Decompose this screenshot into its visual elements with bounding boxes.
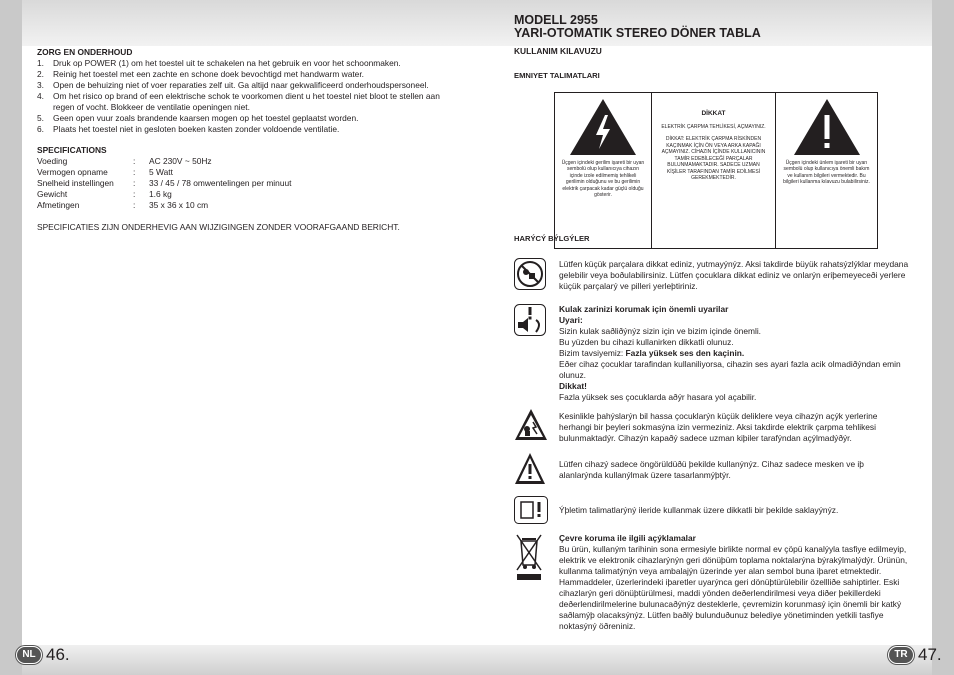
spec-row: Gewicht : 1.6 kg <box>37 189 172 199</box>
environment-title: Çevre koruma ile ilgili açýklamalar <box>559 533 696 543</box>
care-list <box>37 58 457 135</box>
manual-book-icon <box>514 496 548 524</box>
environment-text: Bu ürün, kullaným tarihinin sona ermesiyle birlikte normal ev çöpü kanalýyla tasfiye edilmeyip, elektrik ve elektronik cihazlarýnýn geri dönüþüm toplama noktalarýna býrakýlmalýdýr. Ürünün, kullanma talimatýnýn veya ambalajýn üzerinde yer alan sembol buna iþaret etmektedir. Hammaddeler, üzerlerindeki iþaretler uyarýnca geri dönüþtürülebilir özellliðe sahiptirler. Eski cihazlarýn geri dönüþtürülmesi, maddi yönden deðerlendirilmesi veya diðer þekillerdeki deðerlendirilmelerine bulunacaðýnýz desteklerle, çevremizin korunmasý için önemli bir katký saðlamýþ olacaksýnýz. Lütfen baðlý bulunduðunuz belediye yönetiminden yetkili tasfiye noktasýný öðreniniz. <box>559 544 908 631</box>
safety-warning-box <box>554 92 878 249</box>
footer-band <box>0 645 954 675</box>
note-keep-manual: Ýþletim talimatlarýný ileride kullanmak üzere dikkatli bir þekilde saklayýnýz. <box>559 505 839 515</box>
warning-col-right <box>776 93 877 248</box>
left-page <box>37 47 457 233</box>
spec-row: Vermogen opname : 5 Watt <box>37 167 173 177</box>
spec-row: Snelheid instellingen : 33 / 45 / 78 omwentelingen per minuut <box>37 178 292 188</box>
hearing-line: Eðer cihaz çocuklar tarafindan kullaniliyorsa, cihazin ses ayari fazla acik olmadiðýndan emin olunuz. <box>559 359 901 380</box>
small-parts-icon <box>514 258 546 290</box>
spec-row: Afmetingen : 35 x 36 x 10 cm <box>37 200 209 210</box>
left-page-footer <box>16 645 70 665</box>
right-margin-band <box>932 0 954 675</box>
header-band <box>0 0 954 46</box>
warning-col-left <box>555 93 652 248</box>
hearing-line: Bu yüzden bu cihazi kullanirken dikkatli olunuz. <box>559 337 734 347</box>
note-environment <box>559 533 909 632</box>
right-page-footer <box>888 645 942 665</box>
notes-heading: HARÝCÝ BÝLGÝLER <box>514 234 590 243</box>
hearing-line: Fazla yüksek ses çocuklarda aðýr hasara yol açabilir. <box>559 392 757 402</box>
list-item: 5. Geen open vuur zoals brandende kaarsen mogen op het toestel geplaatst worden. <box>37 113 359 123</box>
page-number-right: 47. <box>918 645 942 664</box>
spec-table <box>37 156 457 211</box>
electric-shock-child-icon <box>514 408 548 442</box>
list-item: 3. Open de behuizing niet of voer reparaties zelf uit. Ga altijd naar gekwalificeerd onderhoudspersoneel. <box>37 80 429 90</box>
note-small-parts: Lütfen küçük parçalara dikkat ediniz, yutmayýnýz. Aksi takdirde büyük rahatsýzlýklar meydana gelebilir veya boðulabilirsiniz. Lütfen çocuklara dikkat ediniz ve onlarýn eriþemeyeceði yerlere küçük parçalarý ve pilleri yerleþtiriniz. <box>559 259 909 291</box>
caution-subtitle: ELEKTRİK ÇARPMA TEHLİKESİ, AÇMAYINIZ. <box>661 123 766 130</box>
page-number-left: 46. <box>46 645 70 664</box>
hearing-warning-label: Uyari: <box>559 315 583 325</box>
exclamation-warning-icon <box>792 97 862 157</box>
spec-row: Voeding : AC 230V ~ 50Hz <box>37 156 212 166</box>
list-item: 4. Om het risico op brand of een elektrische schok te voorkomen dient u het toestel niet bloot te stellen aan regen of vocht. Blokkeer de ventilatie openingen niet. <box>37 91 440 112</box>
language-badge-tr: TR <box>888 646 914 664</box>
lightning-warning-icon <box>568 97 638 157</box>
caution-title: DİKKAT <box>701 110 726 117</box>
caution-text: DİKKAT: ELEKTRİK ÇARPMA RİSKİNDEN KAÇINMAK İÇİN ÖN VEYA ARKA KAPAĞI AÇMAYINIZ. CİHAZIN İÇİNDE KULLANICININ TAMİR EDEBİLECEĞİ PARÇALAR BULUNMAMAKTADIR. SADECE UZMAN KİŞİLER TARAFINDAN TAMİR EDİLMESİ GEREKMEKTEDİR. <box>661 136 766 181</box>
hearing-recommendation: Bizim tavsiyemiz: Fazla yüksek ses den kaçinin. <box>559 348 745 358</box>
lightning-warning-text: Üçgen içindeki gerilim işareti bir uyarı sembolü olup kullanıcıya cihazın içinde izole edilmemiş tehlikeli gerilimin olduğunu ve bu gerilimin elektrik çarpacak kadar güçlü olduğu gösterir. <box>561 159 645 198</box>
hearing-caution-label: Dikkat! <box>559 381 587 391</box>
hearing-title: Kulak zarinizi korumak için önemli uyarilar <box>559 304 729 314</box>
note-openings: Kesinlikle þahýslarýn bil hassa çocuklarýn küçük deliklere veya cihazýn açýk yerlerine herhangi bir þeyleri sokmasýna izin vermeziniz. Aksi takdirde elektrik çarpma tehlikesi bulunmaktadýr. Cihazýn kapaðý sadece uzman kiþiler tarafýndan açýlmadýðýr. <box>559 411 878 443</box>
list-item: 2. Reinig het toestel met een zachte en schone doek bevochtigd met handwarm water. <box>37 69 364 79</box>
list-item: 1. Druk op POWER (1) om het toestel uit te schakelen na het gebruik en voor het schoonmaken. <box>37 58 401 68</box>
language-badge-nl: NL <box>16 646 42 664</box>
page-title: MODELL 2955 YARI-OTOMATIK STEREO DÖNER TABLA <box>514 13 761 40</box>
safety-heading: EMNIYET TALIMATLARI <box>514 71 600 80</box>
note-hearing <box>559 304 909 403</box>
caution-triangle-icon <box>514 452 546 486</box>
care-heading: ZORG EN ONDERHOUD <box>37 47 133 57</box>
list-item: 6. Plaats het toestel niet in gesloten boeken kasten zonder voldoende ventilatie. <box>37 124 340 134</box>
left-margin-band <box>0 0 22 675</box>
weee-bin-icon <box>514 532 544 584</box>
exclamation-warning-text: Üçgen içindeki ünlem işareti bir uyarı sembolü olup kullanıcıya önemli bakım ve kullanım bilgileri vermektedir. Bu bilgileri kullanma kılavuzu bulabilirsiniz. <box>783 159 870 185</box>
warning-col-middle <box>652 93 776 248</box>
hearing-line: Sizin kulak saðliðýnýz sizin için ve bizim içinde önemli. <box>559 326 762 336</box>
note-intended-use: Lütfen cihazý sadece öngörüldüðü þekilde kullanýnýz. Cihaz sadece mesken ve iþ alanlarýnda kullanýlmak üzere tasarlanmýþtýr. <box>559 459 864 480</box>
spec-heading: SPECIFICATIONS <box>37 145 107 155</box>
spec-note: SPECIFICATIES ZIJN ONDERHEVIG AAN WIJZIGINGEN ZONDER VOORAFGAAND BERICHT. <box>37 222 400 232</box>
manual-heading: KULLANIM KILAVUZU <box>514 46 602 56</box>
hearing-warning-icon <box>514 304 546 336</box>
